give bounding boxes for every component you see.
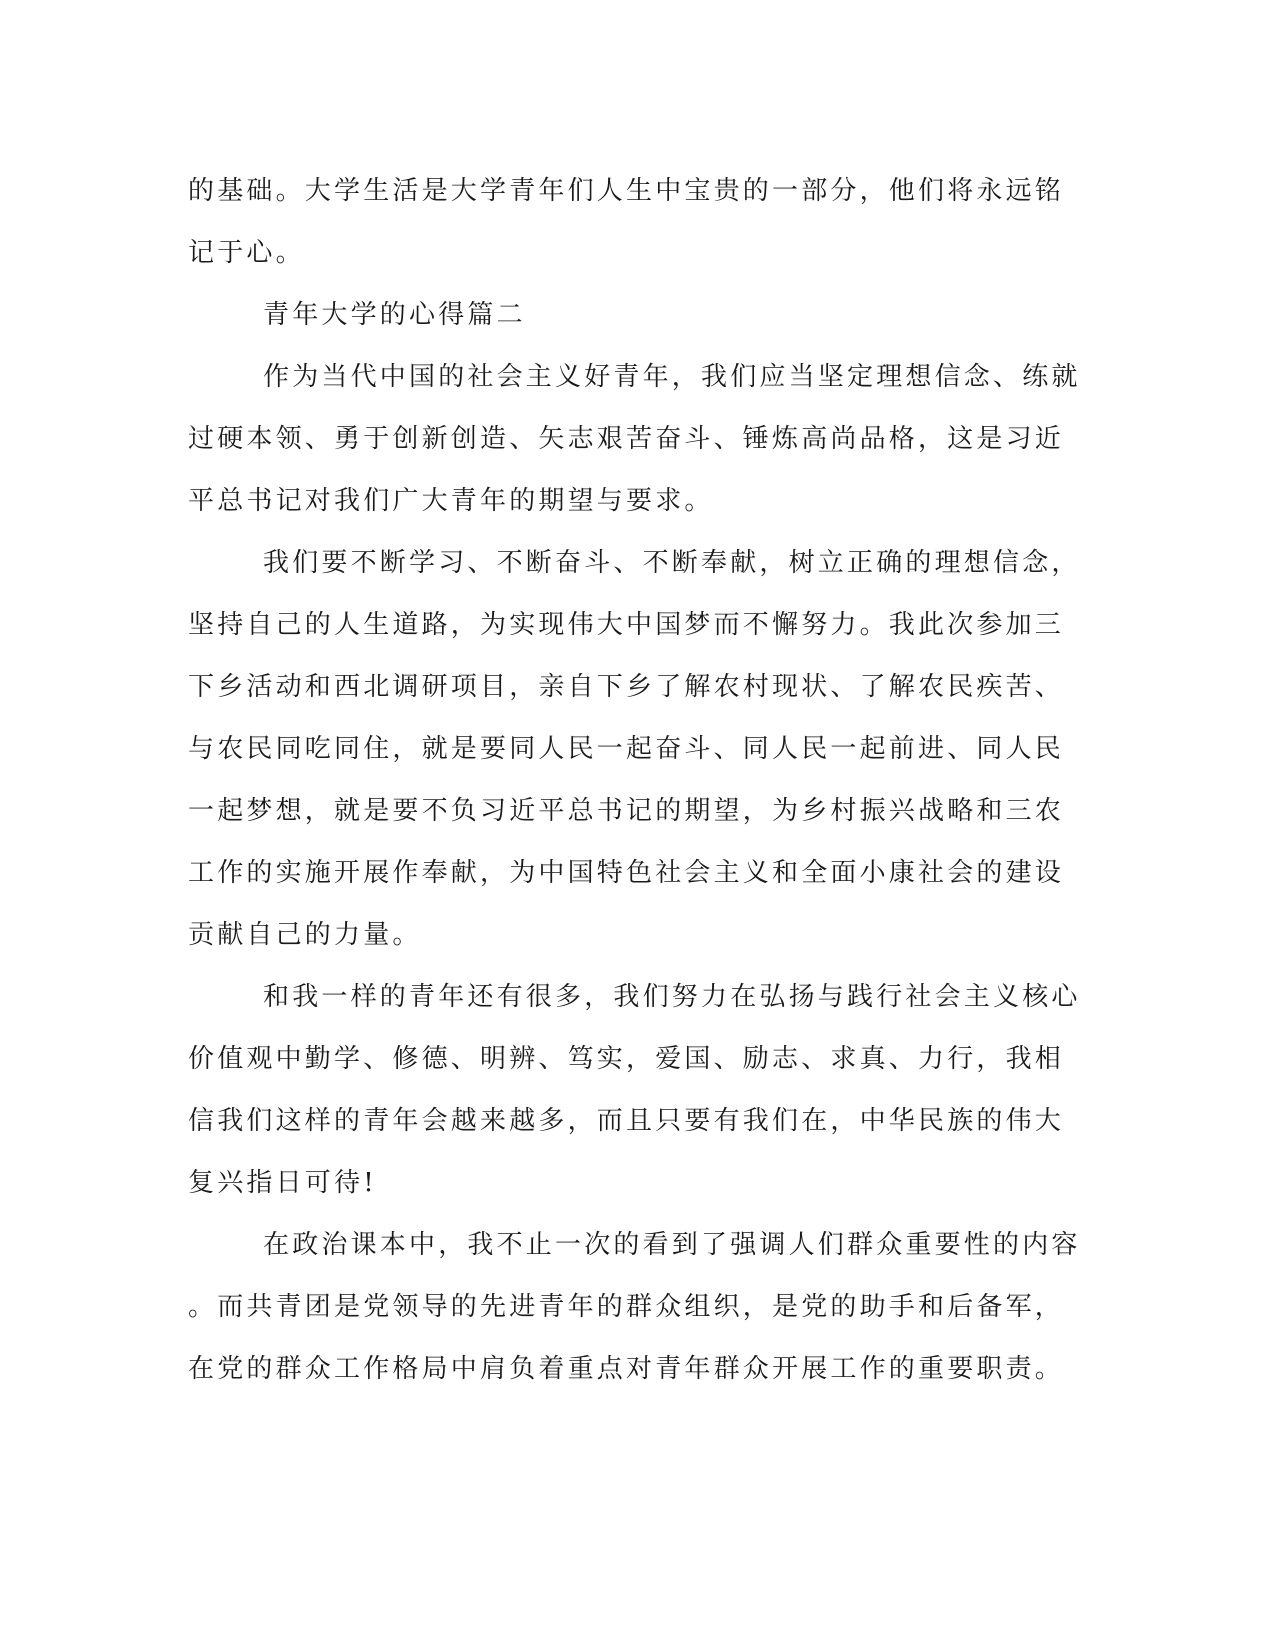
text-line: 与农民同吃同住，就是要同人民一起奋斗、同人民一起前进、同人民 — [188, 734, 1065, 764]
text-line: 下乡活动和西北调研项目，亲自下乡了解农村现状、了解农民疾苦、 — [188, 672, 1065, 702]
text-line: 一起梦想，就是要不负习近平总书记的期望，为乡村振兴战略和三农 — [188, 796, 1065, 826]
text-line: 。而共青团是党领导的先进青年的群众组织，是党的助手和后备军， — [188, 1292, 1065, 1322]
text-line: 价值观中勤学、修德、明辨、笃实，爱国、励志、求真、力行，我相 — [188, 1044, 1065, 1074]
text-line: 工作的实施开展作奉献，为中国特色社会主义和全面小康社会的建设 — [188, 858, 1065, 888]
text-line: 信我们这样的青年会越来越多，而且只要有我们在，中华民族的伟大 — [188, 1106, 1065, 1136]
text-line: 在政治课本中，我不止一次的看到了强调人们群众重要性的内容 — [263, 1230, 1081, 1260]
body-text — [188, 160, 1088, 1400]
text-line: 过硬本领、勇于创新创造、矢志艰苦奋斗、锤炼高尚品格，这是习近 — [188, 424, 1065, 454]
text-line: 贡献自己的力量。 — [188, 920, 422, 950]
text-line: 我们要不断学习、不断奋斗、不断奉献，树立正确的理想信念， — [263, 548, 1081, 578]
text-line: 复兴指日可待! — [188, 1168, 377, 1198]
text-line: 在党的群众工作格局中肩负着重点对青年群众开展工作的重要职责。 — [188, 1354, 1065, 1384]
text-line: 和我一样的青年还有很多，我们努力在弘扬与践行社会主义核心 — [263, 982, 1081, 1012]
text-line: 记于心。 — [188, 238, 305, 268]
text-line: 作为当代中国的社会主义好青年，我们应当坚定理想信念、练就 — [263, 362, 1081, 392]
section-heading: 青年大学的心得篇二 — [263, 300, 526, 330]
text-line: 平总书记对我们广大青年的期望与要求。 — [188, 486, 714, 516]
text-line: 坚持自己的人生道路，为实现伟大中国梦而不懈努力。我此次参加三 — [188, 610, 1065, 640]
text-line: 的基础。大学生活是大学青年们人生中宝贵的一部分，他们将永远铭 — [188, 176, 1065, 206]
